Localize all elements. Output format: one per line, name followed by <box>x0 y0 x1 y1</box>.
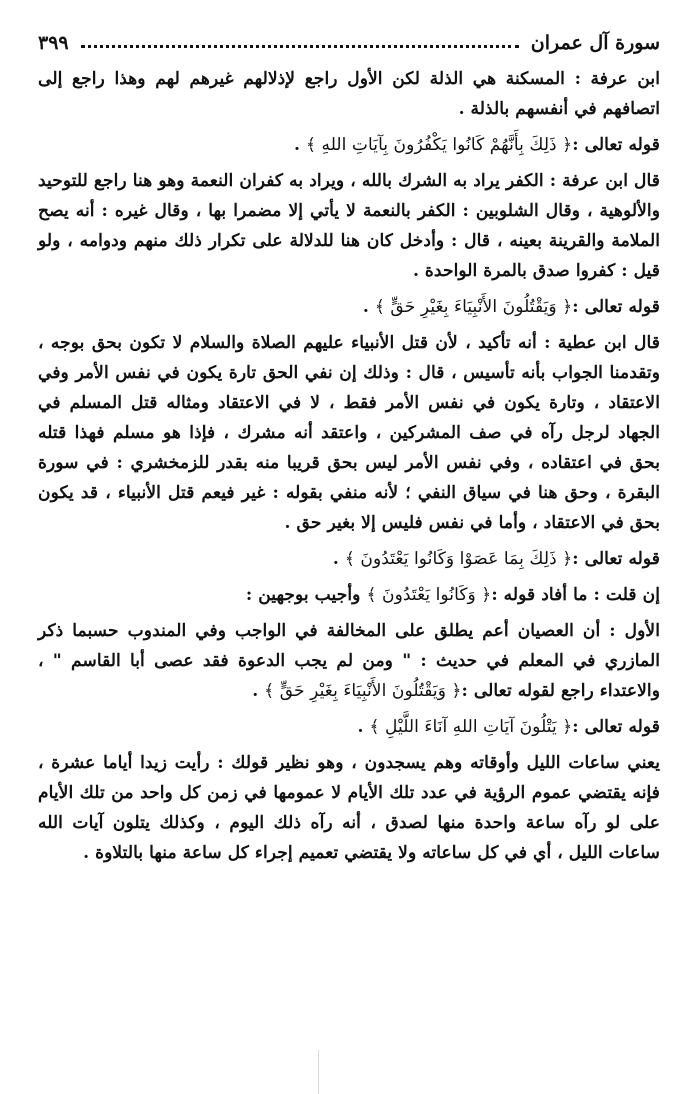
paragraph <box>38 166 660 286</box>
question-line <box>38 580 660 610</box>
paragraph <box>38 748 660 868</box>
paragraph <box>38 64 660 124</box>
page-body <box>38 64 660 874</box>
prose-text: وأجيب بوجهين : <box>245 585 367 605</box>
scan-gutter-line <box>318 1050 319 1094</box>
prose-text: . <box>332 549 345 569</box>
verse-heading <box>38 130 660 160</box>
prose-text: قوله تعالى : <box>572 135 660 155</box>
prose-text: قوله تعالى : <box>572 297 660 317</box>
prose-text: قال ابن عطية : أنه تأكيد ، لأن قتل الأنبياء عليهم الصلاة والسلام لا تكون بحق بوجه ، وتقدمنا الجواب بأنه تأسيس ، قال : وذلك إن نفي الحق تارة يكون في نفس الأمر وفي الاعتقاد ، وتارة يكون في نفس الأمر فقط ، لا في الاعتقاد ومثاله قتل المسلم في الجهاد لرجل رآه في صف المشركين ، واعتقد أنه مشرك ، فإذا هو مسلم فهذا قتله بحق في اعتقاده ، وفي نفس الأمر ليس بحق قريبا منه بقدر للزمخشري : في سورة البقرة ، وحق هنا في سياق النفي ؛ لأنه منفي بقوله : غير فيعم قتل الأنبياء ، قد يكون بحق في الاعتقاد ، وأما في نفس فليس إلا بغير حق . <box>38 333 660 533</box>
prose-text: . <box>357 717 370 737</box>
quran-verse: ﴿ ذَلِكَ بِأَنَّهُمْ كَانُوا يَكْفُرُونَ بِآيَاتِ اللهِ ﴾ <box>305 135 573 155</box>
verse-heading <box>38 712 660 742</box>
quran-verse: ﴿ وَيَقْتُلُونَ الأَنْبِيَاءَ بِغَيْرِ حَقٍّ ﴾ <box>374 297 573 317</box>
prose-text: قوله تعالى : <box>572 549 660 569</box>
paragraph <box>38 328 660 538</box>
prose-text: قوله تعالى : <box>572 717 660 737</box>
quran-verse: ﴿ وَكَانُوا يَعْتَدُونَ ﴾ <box>366 585 492 605</box>
header-dotted-rule <box>81 45 519 48</box>
prose-text: قال ابن عرفة : الكفر يراد به الشرك بالله ، ويراد به كفران النعمة وهو هنا راجع للتوحيد والألوهية ، وقال الشلوبين : الكفر بالنعمة لا يأتي إلا مضمرا بها ، وقال غيره : أنه يصح الملامة والقرينة بعينه ، قال : وأدخل كان هنا للدلالة على تكرار ذلك منهم ودوامه ، ولو قيل : كفروا صدق بالمرة الواحدة . <box>38 171 660 281</box>
surah-title: سورة آل عمران <box>530 32 660 54</box>
paragraph <box>38 616 660 706</box>
prose-text: الأول : أن العصيان أعم يطلق على المخالفة في الواجب وفي المندوب حسبما ذكر المازري في المعلم في حديث : " ومن لم يجب الدعوة فقد عصى أبا القاسم " ، والاعتداء راجع لقوله تعالى : <box>38 621 660 701</box>
prose-text: . <box>293 135 306 155</box>
prose-text: إن قلت : ما أفاد قوله : <box>491 585 660 605</box>
prose-text: . <box>362 297 375 317</box>
verse-heading <box>38 544 660 574</box>
quran-verse: ﴿ يَتْلُونَ آيَاتِ اللهِ آنَاءَ اللَّيْلِ ﴾ <box>369 717 573 737</box>
verse-heading <box>38 292 660 322</box>
quran-verse: ﴿ وَيَقْتُلُونَ الأَنْبِيَاءَ بِغَيْرِ حَقٍّ ﴾ <box>264 681 462 701</box>
prose-text: يعني ساعات الليل وأوقاته وهم يسجدون ، وهو نظير قولك : رأيت زيدا أياما عشرة ، فإنه يقتضي عموم الرؤية في عدد تلك الأيام لا عمومها في زمن كل واحد من تلك الأيام على لو رآه ساعة واحدة منها لصدق ، أنه رآه ذلك اليوم ، وكذلك يتلون آيات الله ساعات الليل ، أي في كل ساعاته ولا يقتضي تعميم إجراء كل ساعة منها بالتلاوة . <box>38 753 660 863</box>
page-number: ٣٩٩ <box>38 32 69 54</box>
running-header <box>38 28 660 58</box>
prose-text: ابن عرفة : المسكنة هي الذلة لكن الأول راجع لإذلالهم غيرهم لهم وهذا راجع إلى اتصافهم في أنفسهم بالذلة . <box>38 69 660 119</box>
prose-text: . <box>252 681 265 701</box>
quran-verse: ﴿ ذَلِكَ بِمَا عَصَوْا وَكَانُوا يَعْتَدُونَ ﴾ <box>344 549 573 569</box>
